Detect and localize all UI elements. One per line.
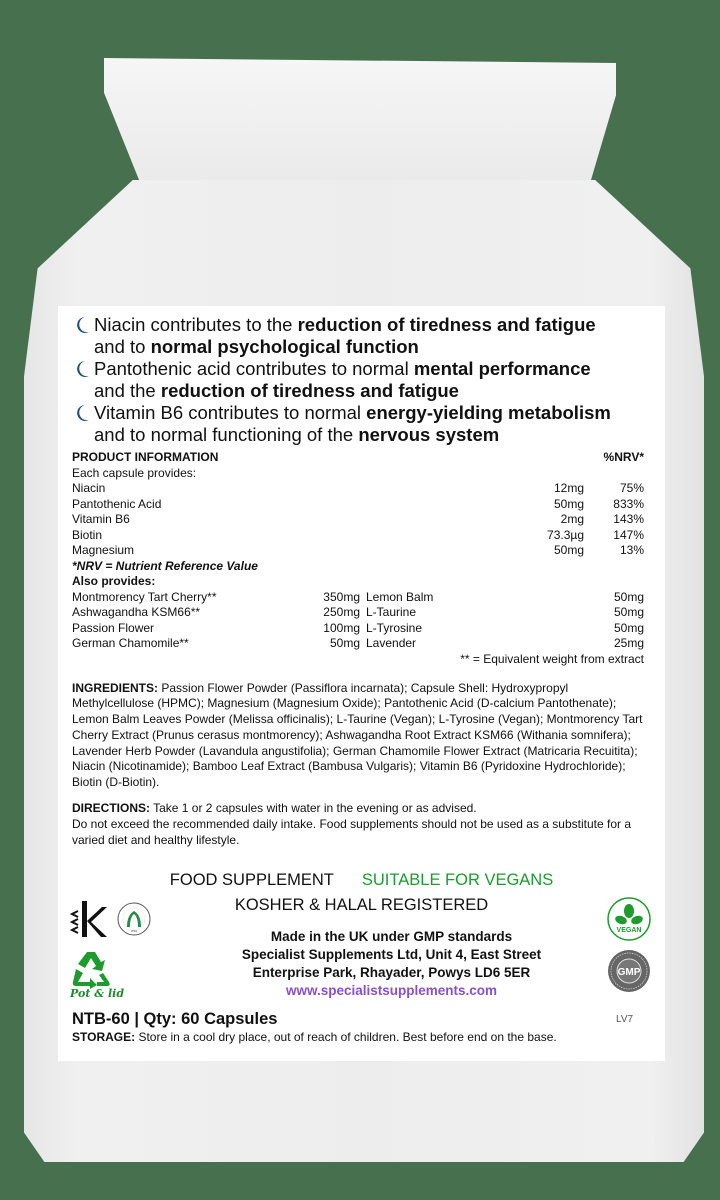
bottle-cap [104,58,616,182]
website-link[interactable]: www.specialistsupplements.com [285,983,498,998]
recycle-label: Pot & lid [70,987,125,1000]
also-provides-table: Montmorency Tart Cherry** Ashwagandha KSM66** Passion Flower German Chamomile** 350mg 250mg 100mg 50mg Lemon Balm L-Taurine L-Tyrosine Lavender 50mg 50mg 50mg 25mg [72,589,644,650]
also-provides-title: Also provides: [72,574,156,588]
storage-text: STORAGE: Store in a cool dry place, out of reach of children. Best before end on the base. [72,1030,557,1044]
table-row: Biotin 73.3µg 147% [72,527,644,542]
ingredients-text: INGREDIENTS: Passion Flower Powder (Passiflora incarnata); Capsule Shell: Hydroxypropyl Methylcellulose (HPMC); Magnesium (Magnesium Oxide); Pantothenic Acid (D-calcium Pantothenate); Lemon Balm Leaves Powder (Melissa officinalis); L-Taurine (Vegan); L-Tyrosine (Vegan); Montmorency Tart Cherry Extract (Prunus cerasus montmorency); Ashwagandha Root Extract KSM66 (Withania somnifera); Lavender Herb Powder (Lavandula angustifolia); German Chamomile Flower Extract (Matricaria Recuitita); Niacin (Nicotinamide); Bamboo Leaf Extract (Bambusa Vulgaris); Vitamin B6 (Pyridoxine Hydrochloride); Biotin (D-Biotin). [72,680,643,790]
product-label [58,306,665,1061]
vegan-logo-icon [606,896,652,942]
manufacturer-info: Made in the UK under GMP standards Specialist Supplements Ltd, Unit 4, East Street Enterprise Park, Rhayader, Powys LD6 5ER www.specialistsupplements.com [88,928,695,1000]
svg-text:USA: USA [130,929,138,933]
halal-logo-icon [116,901,152,937]
table-row: Magnesium 50mg 13% [72,543,644,557]
directions-text: DIRECTIONS: Take 1 or 2 capsules with water in the evening or as advised. Do not exceed the recommended daily intake. Food supplements should not be used as a substitute for a varied diet and healthy lifestyle. [72,801,632,847]
recycle-icon [70,949,112,989]
food-supplement-line: FOOD SUPPLEMENT SUITABLE FOR VEGANS [169,871,554,889]
svg-text:GMP: GMP [617,967,641,978]
sku-quantity: NTB-60 | Qty: 60 Capsules [72,1010,278,1028]
table-header: PRODUCT INFORMATION %NRV* [72,450,644,464]
claim-item: Niacin contributes to the reduction of tiredness and fatigue and to normal psychological function [72,314,665,358]
label-version: LV7 [616,1014,634,1025]
gmp-logo-icon [606,948,652,994]
table-row: Vitamin B6 2mg 143% [72,512,644,526]
svg-text:VEGAN: VEGAN [616,927,642,934]
product-information-table: PRODUCT INFORMATION %NRV* Each capsule provides: Niacin 12mg 75% Pantothenic Acid 50mg 833% Vitamin B6 2mg 143% Biotin 73.3µg 147% Magnesium 50mg 13% *NRV = Nutrient Reference Value Also provides: [72,450,644,588]
health-claims [72,314,665,446]
crescent-moon-icon [74,360,90,378]
table-row: Niacin 12mg 75% [72,481,644,495]
extract-note: ** = Equivalent weight from extract [460,651,644,666]
claim-item: Pantothenic acid contributes to normal mental performance and the reduction of tiredness and fatigue [72,358,665,402]
crescent-moon-icon [74,404,90,422]
table-row: Pantothenic Acid 50mg 833% [72,496,644,511]
nrv-note: *NRV = Nutrient Reference Value [72,558,258,573]
kosher-halal-line: KOSHER & HALAL REGISTERED [234,896,489,914]
claim-item: Vitamin B6 contributes to normal energy-yielding metabolism and to normal functioning of the nervous system [72,402,665,446]
kosher-logo-icon [68,899,108,939]
crescent-moon-icon [74,316,90,334]
